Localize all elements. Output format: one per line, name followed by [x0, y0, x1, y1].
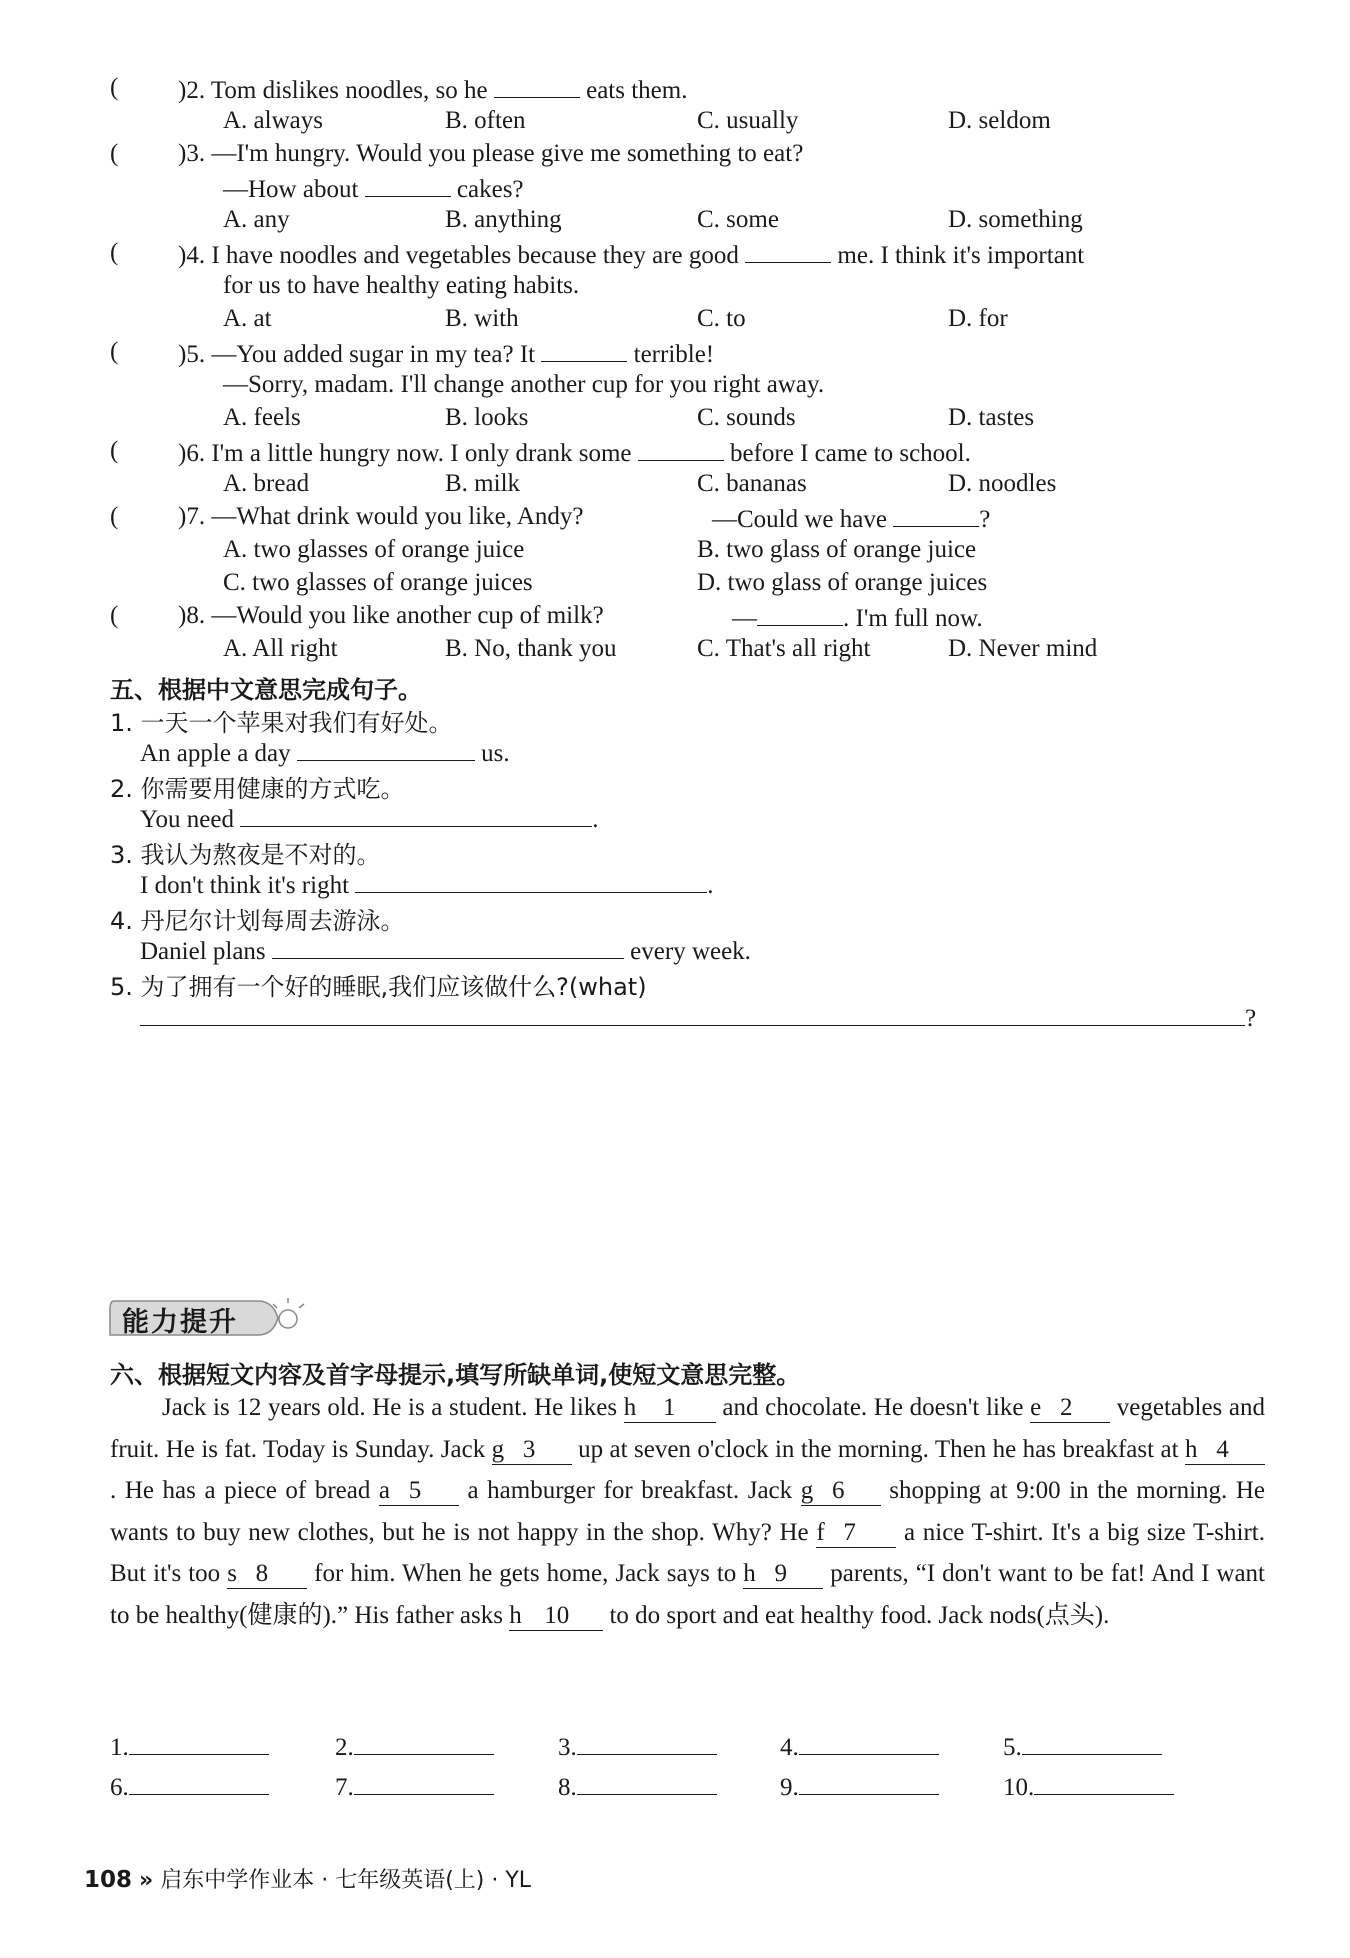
question-number: )2. [178, 77, 206, 104]
lightbulb-icon [279, 1310, 297, 1328]
question-number: )6. [178, 440, 206, 467]
option-c[interactable]: C. bananas [697, 470, 807, 497]
question-number: )3. [178, 140, 206, 167]
option-d[interactable]: D. for [948, 305, 1008, 332]
question-number: )5. [178, 341, 206, 368]
question-text: —How about [223, 176, 359, 203]
passage-blank[interactable]: h 1 [624, 1394, 716, 1423]
option-c[interactable]: C. some [697, 206, 779, 233]
question-number: )4. [178, 242, 206, 269]
passage-blank[interactable]: h 4 [1185, 1436, 1265, 1465]
answer-blank[interactable] [577, 1770, 717, 1795]
question-text: —Could we have [712, 506, 887, 533]
answer-blank[interactable] [745, 238, 831, 263]
option-a[interactable]: A. two glasses of orange juice [223, 536, 525, 563]
answer-blank[interactable] [638, 436, 724, 461]
option-b[interactable]: B. looks [445, 404, 529, 431]
answer-blank[interactable] [354, 1770, 494, 1795]
answer-blank[interactable] [893, 502, 979, 527]
answer-paren: ( [110, 338, 119, 365]
passage-blank[interactable]: a 5 [379, 1477, 459, 1506]
page-number: 108 [84, 1867, 133, 1893]
option-d[interactable]: D. tastes [948, 404, 1035, 431]
answer-blank[interactable] [354, 1730, 494, 1755]
option-a[interactable]: A. bread [223, 470, 310, 497]
passage-blank[interactable]: g 6 [801, 1477, 881, 1506]
sentence-1-chinese: 1. 一天一个苹果对我们有好处。 [110, 709, 453, 737]
question-text: — [732, 605, 757, 632]
answer-blank[interactable] [240, 802, 592, 827]
answer-blank[interactable] [541, 337, 627, 362]
option-b[interactable]: B. milk [445, 470, 521, 497]
passage-blank[interactable]: h 10 [509, 1602, 603, 1631]
answer-blank[interactable] [129, 1730, 269, 1755]
question-text: . I'm full now. [843, 605, 983, 632]
option-d[interactable]: D. noodles [948, 470, 1057, 497]
answer-1: 1. [110, 1730, 269, 1762]
question-number: )7. [178, 503, 206, 530]
sentence-3: I don't think it's right . [140, 868, 714, 901]
option-a[interactable]: A. feels [223, 404, 301, 431]
sentence-4-chinese: 4. 丹尼尔计划每周去游泳。 [110, 907, 405, 935]
ability-banner [108, 1295, 300, 1341]
sentence-4: Daniel plans every week. [140, 934, 751, 967]
answer-blank[interactable] [140, 1001, 1245, 1026]
question-number: )8. [178, 602, 206, 629]
option-a[interactable]: A. All right [223, 635, 338, 662]
option-b[interactable]: B. No, thank you [445, 635, 617, 662]
section-6-title: 六、根据短文内容及首字母提示,填写所缺单词,使短文意思完整。 [110, 1361, 801, 1389]
answer-blank[interactable] [297, 736, 475, 761]
question-text: me. I think it's important [837, 242, 1085, 269]
answer-blank[interactable] [1034, 1770, 1174, 1795]
answer-blank[interactable] [577, 1730, 717, 1755]
option-d[interactable]: D. Never mind [948, 635, 1098, 662]
sentence-2: You need . [140, 802, 599, 835]
option-d[interactable]: D. two glass of orange juices [697, 569, 988, 596]
section-5-title: 五、根据中文意思完成句子。 [110, 676, 422, 704]
question-text: —Would you like another cup of milk? [211, 602, 604, 629]
question-text: —I'm hungry. Would you please give me something to eat? [211, 140, 804, 167]
answer-blank[interactable] [799, 1730, 939, 1755]
question-text: cakes? [456, 176, 524, 203]
page-footer [84, 1863, 531, 1894]
question-text: I have noodles and vegetables because they are good [211, 242, 739, 269]
answer-blank[interactable] [272, 934, 624, 959]
option-b[interactable]: B. two glass of orange juice [697, 536, 977, 563]
answer-paren: ( [110, 437, 119, 464]
answer-5: 5. [1003, 1730, 1162, 1762]
answer-6: 6. [110, 1770, 269, 1802]
option-c[interactable]: C. usually [697, 107, 799, 134]
question-text: I'm a little hungry now. I only drank some [211, 440, 632, 467]
answer-paren: ( [110, 74, 119, 101]
question-text: before I came to school. [730, 440, 971, 467]
sentence-5-chinese: 5. 为了拥有一个好的睡眠,我们应该做什么?(what) [110, 973, 647, 1001]
passage-blank[interactable]: s 8 [227, 1560, 307, 1589]
answer-blank[interactable] [757, 601, 843, 626]
book-title: 启东中学作业本 · 七年级英语(上) · YL [160, 1868, 532, 1893]
option-b[interactable]: B. anything [445, 206, 562, 233]
sentence-5: ? [140, 1001, 1256, 1034]
answer-8: 8. [558, 1770, 717, 1802]
answer-9: 9. [780, 1770, 939, 1802]
option-c[interactable]: C. sounds [697, 404, 796, 431]
option-a[interactable]: A. any [223, 206, 290, 233]
question-text: —Sorry, madam. I'll change another cup for you right away. [223, 371, 825, 398]
answer-paren: ( [110, 239, 119, 266]
passage-blank[interactable]: h 9 [743, 1560, 823, 1589]
answer-blank[interactable] [365, 172, 451, 197]
passage-blank[interactable]: f 7 [816, 1519, 896, 1548]
answer-4: 4. [780, 1730, 939, 1762]
option-b[interactable]: B. often [445, 107, 526, 134]
passage-blank[interactable]: g 3 [492, 1436, 572, 1465]
question-text: for us to have healthy eating habits. [223, 272, 580, 299]
option-d[interactable]: D. something [948, 206, 1083, 233]
answer-2: 2. [335, 1730, 494, 1762]
option-b[interactable]: B. with [445, 305, 519, 332]
option-a[interactable]: A. at [223, 305, 272, 332]
option-c[interactable]: C. two glasses of orange juices [223, 569, 533, 596]
question-text: —You added sugar in my tea? It [211, 341, 536, 368]
answer-blank[interactable] [1022, 1730, 1162, 1755]
answer-paren: ( [110, 140, 119, 167]
option-c[interactable]: C. to [697, 305, 746, 332]
question-text: terrible! [633, 341, 715, 368]
question-text: ? [979, 506, 991, 533]
passage: Jack is 12 years old. He is a student. He likes h 1 and chocolate. He doesn't like e 2 vegetables and fruit. He is fat. Today is Sunday. Jack g 3 up at seven o'clock in the morning. Then he has breakfast at h 4. He has a piece of bread a 5 a hamburger for breakfast. Jack g 6 shopping at 9:00 in the morning. He wants to buy new clothes, but he is not happy in the shop. Why? He f 7 a nice T-shirt. It's a big size T-shirt. But it's too s 8 for him. When he gets home, Jack says to h 9 parents, “I don't want to be fat! And I want to be healthy(健康的).” His father asks h 10 to do sport and eat healthy food. Jack nods(点头). [110, 1394, 1265, 1629]
answer-3: 3. [558, 1730, 717, 1762]
answer-blank[interactable] [494, 73, 580, 98]
answer-blank[interactable] [799, 1770, 939, 1795]
sentence-1: An apple a day us. [140, 736, 510, 769]
question-text: —What drink would you like, Andy? [211, 503, 584, 530]
banner-label: 能力提升 [122, 1307, 238, 1338]
answer-blank[interactable] [355, 868, 707, 893]
question-text: Tom dislikes noodles, so he [210, 77, 488, 104]
answer-blank[interactable] [129, 1770, 269, 1795]
sentence-3-chinese: 3. 我认为熬夜是不对的。 [110, 841, 381, 869]
answer-7: 7. [335, 1770, 494, 1802]
chevron-right-icon: » [139, 1868, 154, 1893]
answer-paren: ( [110, 503, 119, 530]
answer-paren: ( [110, 602, 119, 629]
option-a[interactable]: A. always [223, 107, 323, 134]
question-text: eats them. [586, 77, 688, 104]
answer-10: 10. [1003, 1770, 1174, 1802]
option-d[interactable]: D. seldom [948, 107, 1051, 134]
passage-blank[interactable]: e 2 [1030, 1394, 1110, 1423]
sentence-2-chinese: 2. 你需要用健康的方式吃。 [110, 775, 405, 803]
option-c[interactable]: C. That's all right [697, 635, 871, 662]
